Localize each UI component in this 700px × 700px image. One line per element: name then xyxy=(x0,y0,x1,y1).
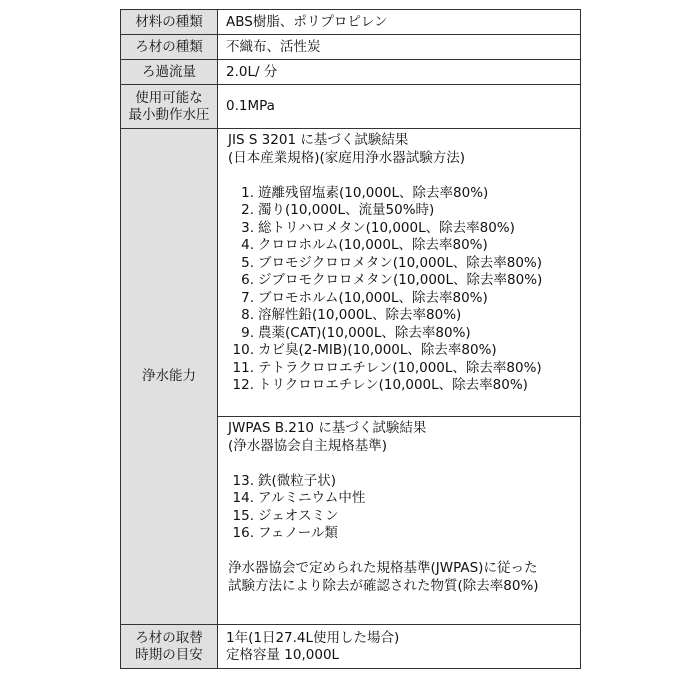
item-number: 11. xyxy=(232,359,254,376)
item-text: カビ臭(2-MIB)(10,000L、除去率80%) xyxy=(258,342,497,358)
item-text: 総トリハロメタン(10,000L、除去率80%) xyxy=(258,219,515,236)
item-number: 10. xyxy=(232,342,254,358)
table-row xyxy=(121,85,581,129)
list-item xyxy=(228,360,576,378)
row-value: 不織布、活性炭 xyxy=(218,35,581,60)
list-item xyxy=(228,307,576,325)
row-label-text: 時期の目安 xyxy=(135,646,203,663)
row-label-text: 最小動作水圧 xyxy=(128,106,210,123)
item-number: 9. xyxy=(241,324,254,341)
item-number: 3. xyxy=(241,219,254,236)
item-text: トリクロロエチレン(10,000L、除去率80%) xyxy=(258,377,528,393)
row-value: ABS樹脂、ポリプロピレン xyxy=(218,10,581,35)
list-item xyxy=(228,202,576,220)
row-label-text: 材料の種類 xyxy=(135,13,203,30)
row-label xyxy=(121,10,218,35)
row-label-text: 使用可能な xyxy=(135,89,203,106)
table-row xyxy=(121,10,581,35)
row-label xyxy=(121,60,218,85)
item-number: 2. xyxy=(241,202,254,218)
jwpas-heading: JWPAS B.210 に基づく試験結果 xyxy=(228,420,427,436)
replacement-value xyxy=(218,625,581,669)
item-number: 15. xyxy=(232,507,254,524)
row-value: 0.1MPa xyxy=(218,85,581,129)
item-text: ジェオスミン xyxy=(258,507,339,524)
list-item xyxy=(228,325,576,343)
item-number: 1. xyxy=(241,184,254,201)
replacement-period: 1年(1日27.4L使用した場合) xyxy=(226,629,400,646)
item-text: 遊離残留塩素(10,000L、除去率80%) xyxy=(258,184,489,201)
item-text: アルミニウム中性 xyxy=(258,490,366,506)
list-item xyxy=(228,377,576,395)
item-text: ブロモホルム(10,000L、除去率80%) xyxy=(258,289,488,306)
item-text: 農薬(CAT)(10,000L、除去率80%) xyxy=(258,324,471,341)
jis-subheading: (日本産業規格)(家庭用浄水器試験方法) xyxy=(228,149,466,166)
list-item xyxy=(228,272,576,290)
list-item xyxy=(228,185,576,203)
jis-results xyxy=(218,129,580,397)
list-item xyxy=(228,473,576,491)
item-text: ブロモジクロロメタン(10,000L、除去率80%) xyxy=(258,254,543,271)
item-text: テトラクロロエチレン(10,000L、除去率80%) xyxy=(258,359,542,376)
item-number: 4. xyxy=(241,237,254,253)
jwpas-results-cell xyxy=(218,417,581,625)
jwpas-item-list xyxy=(228,473,576,543)
item-number: 7. xyxy=(241,289,254,306)
item-number: 6. xyxy=(241,272,254,288)
item-text: クロロホルム(10,000L、除去率80%) xyxy=(258,237,488,253)
replacement-label xyxy=(121,625,218,669)
item-number: 14. xyxy=(232,490,254,506)
jwpas-subheading: (浄水器協会自主規格基準) xyxy=(228,437,388,454)
jis-heading: JIS S 3201 に基づく試験結果 xyxy=(228,132,409,148)
row-label-text: ろ過流量 xyxy=(142,63,196,80)
jwpas-note: 浄水器協会で定められた規格基準(JWPAS)に従った xyxy=(228,560,538,576)
row-label xyxy=(121,85,218,129)
list-item xyxy=(228,508,576,526)
capability-label: 浄水能力 xyxy=(121,129,218,625)
list-item xyxy=(228,220,576,238)
replacement-capacity: 定格容量 10,000L xyxy=(226,646,340,663)
table-row xyxy=(121,129,581,417)
item-text: ジブロモクロロメタン(10,000L、除去率80%) xyxy=(258,272,543,288)
jis-item-list xyxy=(228,185,576,395)
list-item xyxy=(228,255,576,273)
item-text: 鉄(微粒子状) xyxy=(258,472,337,489)
list-item xyxy=(228,342,576,360)
item-number: 16. xyxy=(232,525,254,541)
spec-table xyxy=(120,9,581,669)
table-row xyxy=(121,625,581,669)
jwpas-note: 試験方法により除去が確認された物質(除去率80%) xyxy=(228,577,539,594)
item-number: 5. xyxy=(241,254,254,271)
table-row xyxy=(121,60,581,85)
list-item xyxy=(228,290,576,308)
list-item xyxy=(228,525,576,543)
item-number: 8. xyxy=(241,307,254,323)
jwpas-results xyxy=(218,417,580,597)
item-number: 13. xyxy=(232,472,254,489)
row-value: 2.0L/ 分 xyxy=(218,60,581,85)
row-label xyxy=(121,35,218,60)
item-text: 濁り(10,000L、流量50%時) xyxy=(258,202,435,218)
list-item xyxy=(228,490,576,508)
row-label-text: ろ材の種類 xyxy=(135,38,203,55)
row-label-text: ろ材の取替 xyxy=(135,629,203,646)
item-text: フェノール類 xyxy=(258,525,338,541)
item-text: 溶解性鉛(10,000L、除去率80%) xyxy=(258,307,462,323)
list-item xyxy=(228,237,576,255)
item-number: 12. xyxy=(232,377,254,393)
jis-results-cell xyxy=(218,129,581,417)
table-row xyxy=(121,35,581,60)
